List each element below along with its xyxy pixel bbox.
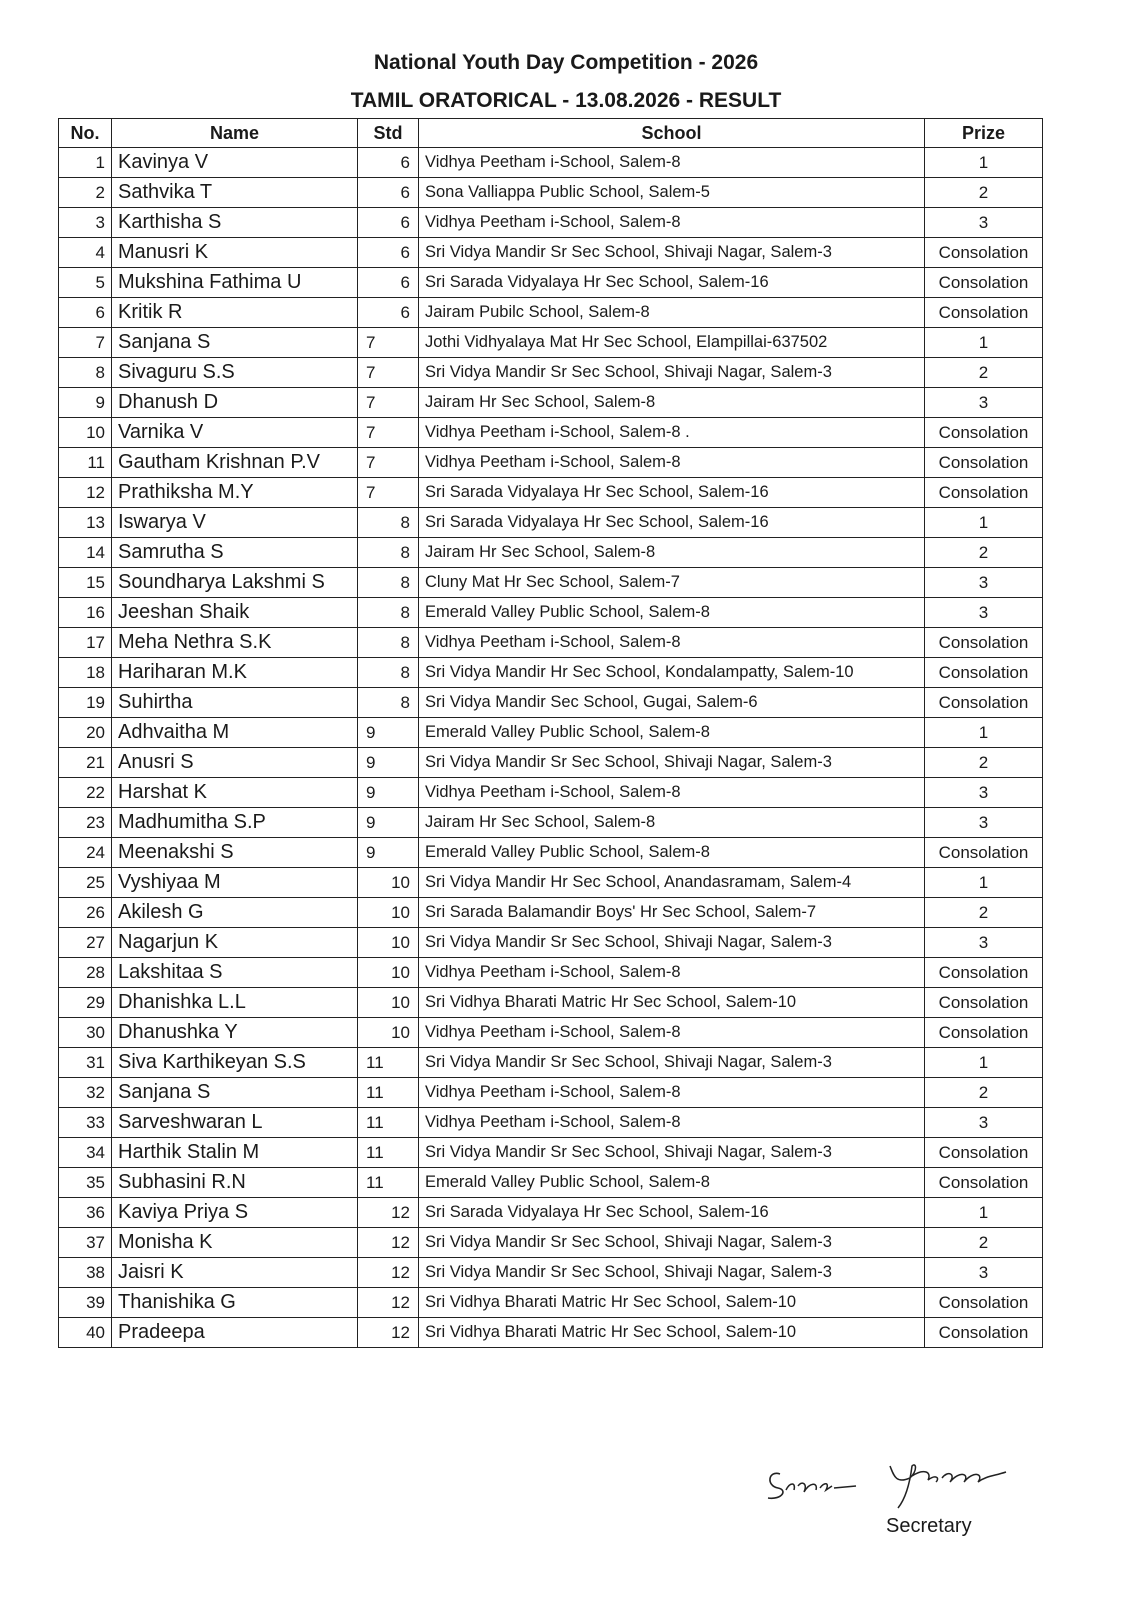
table-row xyxy=(59,388,1043,418)
school-name: Jairam Hr Sec School, Salem-8 xyxy=(419,388,925,418)
row-number: 26 xyxy=(59,898,112,928)
student-name: Kaviya Priya S xyxy=(112,1198,358,1228)
table-row xyxy=(59,808,1043,838)
school-name: Cluny Mat Hr Sec School, Salem-7 xyxy=(419,568,925,598)
student-name: Samrutha S xyxy=(112,538,358,568)
row-number: 39 xyxy=(59,1288,112,1318)
row-number: 12 xyxy=(59,478,112,508)
school-name: Sri Vidya Mandir Sec School, Gugai, Salem-6 xyxy=(419,688,925,718)
student-std: 9 xyxy=(358,838,419,868)
prize-value: 1 xyxy=(925,868,1043,898)
header-prize: Prize xyxy=(925,119,1043,148)
table-row xyxy=(59,268,1043,298)
school-name: Vidhya Peetham i-School, Salem-8 . xyxy=(419,418,925,448)
table-row xyxy=(59,568,1043,598)
prize-value: 1 xyxy=(925,718,1043,748)
prize-value: 1 xyxy=(925,508,1043,538)
school-name: Sri Vidya Mandir Sr Sec School, Shivaji Nagar, Salem-3 xyxy=(419,1258,925,1288)
prize-value: Consolation xyxy=(925,418,1043,448)
table-row xyxy=(59,838,1043,868)
table-row xyxy=(59,1288,1043,1318)
student-name: Thanishika G xyxy=(112,1288,358,1318)
table-row xyxy=(59,868,1043,898)
handwritten-signature-icon xyxy=(760,1452,1030,1512)
row-number: 8 xyxy=(59,358,112,388)
table-row xyxy=(59,688,1043,718)
prize-value: 2 xyxy=(925,1228,1043,1258)
table-row xyxy=(59,358,1043,388)
table-row xyxy=(59,1018,1043,1048)
school-name: Sri Sarada Vidyalaya Hr Sec School, Salem-16 xyxy=(419,508,925,538)
school-name: Sri Vidhya Bharati Matric Hr Sec School, Salem-10 xyxy=(419,1288,925,1318)
school-name: Vidhya Peetham i-School, Salem-8 xyxy=(419,148,925,178)
student-name: Monisha K xyxy=(112,1228,358,1258)
table-row xyxy=(59,208,1043,238)
prize-value: Consolation xyxy=(925,1318,1043,1348)
row-number: 23 xyxy=(59,808,112,838)
student-std: 7 xyxy=(358,478,419,508)
school-name: Vidhya Peetham i-School, Salem-8 xyxy=(419,1078,925,1108)
student-name: Harshat K xyxy=(112,778,358,808)
student-std: 6 xyxy=(358,298,419,328)
student-name: Sanjana S xyxy=(112,1078,358,1108)
student-name: Hariharan M.K xyxy=(112,658,358,688)
school-name: Vidhya Peetham i-School, Salem-8 xyxy=(419,448,925,478)
school-name: Sri Vidya Mandir Sr Sec School, Shivaji Nagar, Salem-3 xyxy=(419,1228,925,1258)
row-number: 7 xyxy=(59,328,112,358)
prize-value: 1 xyxy=(925,1048,1043,1078)
student-name: Vyshiyaa M xyxy=(112,868,358,898)
prize-value: Consolation xyxy=(925,1288,1043,1318)
student-std: 10 xyxy=(358,898,419,928)
row-number: 1 xyxy=(59,148,112,178)
header-no: No. xyxy=(59,119,112,148)
student-name: Siva Karthikeyan S.S xyxy=(112,1048,358,1078)
result-rows xyxy=(59,148,1043,1348)
student-name: Sanjana S xyxy=(112,328,358,358)
table-row xyxy=(59,628,1043,658)
row-number: 32 xyxy=(59,1078,112,1108)
table-row xyxy=(59,148,1043,178)
table-row xyxy=(59,778,1043,808)
row-number: 14 xyxy=(59,538,112,568)
row-number: 27 xyxy=(59,928,112,958)
student-name: Manusri K xyxy=(112,238,358,268)
student-std: 8 xyxy=(358,658,419,688)
student-name: Karthisha S xyxy=(112,208,358,238)
student-name: Lakshitaa S xyxy=(112,958,358,988)
student-std: 12 xyxy=(358,1318,419,1348)
row-number: 35 xyxy=(59,1168,112,1198)
student-std: 12 xyxy=(358,1228,419,1258)
row-number: 11 xyxy=(59,448,112,478)
school-name: Sri Sarada Vidyalaya Hr Sec School, Salem-16 xyxy=(419,268,925,298)
row-number: 18 xyxy=(59,658,112,688)
student-name: Dhanishka L.L xyxy=(112,988,358,1018)
prize-value: 3 xyxy=(925,928,1043,958)
row-number: 19 xyxy=(59,688,112,718)
student-std: 10 xyxy=(358,988,419,1018)
row-number: 29 xyxy=(59,988,112,1018)
row-number: 5 xyxy=(59,268,112,298)
prize-value: 1 xyxy=(925,328,1043,358)
row-number: 25 xyxy=(59,868,112,898)
table-row xyxy=(59,1168,1043,1198)
document-title: National Youth Day Competition - 2026 xyxy=(373,51,759,74)
student-std: 6 xyxy=(358,148,419,178)
school-name: Sri Vidya Mandir Hr Sec School, Anandasramam, Salem-4 xyxy=(419,868,925,898)
school-name: Jairam Hr Sec School, Salem-8 xyxy=(419,808,925,838)
row-number: 9 xyxy=(59,388,112,418)
student-name: Adhvaitha M xyxy=(112,718,358,748)
row-number: 40 xyxy=(59,1318,112,1348)
table-row xyxy=(59,988,1043,1018)
table-row xyxy=(59,1258,1043,1288)
school-name: Emerald Valley Public School, Salem-8 xyxy=(419,1168,925,1198)
school-name: Sri Vidhya Bharati Matric Hr Sec School, Salem-10 xyxy=(419,988,925,1018)
student-std: 7 xyxy=(358,448,419,478)
document-subtitle: TAMIL ORATORICAL - 13.08.2026 - RESULT xyxy=(350,89,782,112)
row-number: 34 xyxy=(59,1138,112,1168)
prize-value: 3 xyxy=(925,1258,1043,1288)
school-name: Vidhya Peetham i-School, Salem-8 xyxy=(419,778,925,808)
student-name: Sivaguru S.S xyxy=(112,358,358,388)
table-row xyxy=(59,1198,1043,1228)
student-name: Harthik Stalin M xyxy=(112,1138,358,1168)
prize-value: 2 xyxy=(925,538,1043,568)
school-name: Sri Vidya Mandir Sr Sec School, Shivaji Nagar, Salem-3 xyxy=(419,1138,925,1168)
student-std: 7 xyxy=(358,388,419,418)
header-row xyxy=(59,119,1043,148)
row-number: 33 xyxy=(59,1108,112,1138)
table-row xyxy=(59,748,1043,778)
student-std: 12 xyxy=(358,1258,419,1288)
student-name: Sathvika T xyxy=(112,178,358,208)
school-name: Sri Vidya Mandir Sr Sec School, Shivaji Nagar, Salem-3 xyxy=(419,238,925,268)
student-std: 9 xyxy=(358,748,419,778)
row-number: 31 xyxy=(59,1048,112,1078)
table-row xyxy=(59,928,1043,958)
table-row xyxy=(59,1108,1043,1138)
student-name: Prathiksha M.Y xyxy=(112,478,358,508)
prize-value: Consolation xyxy=(925,838,1043,868)
school-name: Sona Valliappa Public School, Salem-5 xyxy=(419,178,925,208)
school-name: Jothi Vidhyalaya Mat Hr Sec School, Elampillai-637502 xyxy=(419,328,925,358)
prize-value: 1 xyxy=(925,148,1043,178)
prize-value: 2 xyxy=(925,178,1043,208)
student-name: Madhumitha S.P xyxy=(112,808,358,838)
row-number: 28 xyxy=(59,958,112,988)
prize-value: 1 xyxy=(925,1198,1043,1228)
prize-value: Consolation xyxy=(925,688,1043,718)
student-std: 8 xyxy=(358,568,419,598)
school-name: Sri Sarada Balamandir Boys' Hr Sec School, Salem-7 xyxy=(419,898,925,928)
table-row xyxy=(59,238,1043,268)
prize-value: Consolation xyxy=(925,448,1043,478)
result-table xyxy=(58,118,1043,1348)
row-number: 13 xyxy=(59,508,112,538)
table-row xyxy=(59,898,1043,928)
table-row xyxy=(59,1228,1043,1258)
student-name: Subhasini R.N xyxy=(112,1168,358,1198)
school-name: Emerald Valley Public School, Salem-8 xyxy=(419,718,925,748)
row-number: 30 xyxy=(59,1018,112,1048)
student-std: 7 xyxy=(358,328,419,358)
student-std: 8 xyxy=(358,508,419,538)
student-name: Dhanush D xyxy=(112,388,358,418)
school-name: Sri Sarada Vidyalaya Hr Sec School, Salem-16 xyxy=(419,478,925,508)
student-name: Meenakshi S xyxy=(112,838,358,868)
prize-value: 3 xyxy=(925,808,1043,838)
row-number: 36 xyxy=(59,1198,112,1228)
row-number: 37 xyxy=(59,1228,112,1258)
prize-value: 2 xyxy=(925,1078,1043,1108)
school-name: Vidhya Peetham i-School, Salem-8 xyxy=(419,628,925,658)
student-std: 9 xyxy=(358,778,419,808)
prize-value: Consolation xyxy=(925,1018,1043,1048)
student-std: 9 xyxy=(358,808,419,838)
table-row xyxy=(59,1078,1043,1108)
prize-value: Consolation xyxy=(925,478,1043,508)
student-name: Mukshina Fathima U xyxy=(112,268,358,298)
row-number: 38 xyxy=(59,1258,112,1288)
student-std: 6 xyxy=(358,208,419,238)
prize-value: Consolation xyxy=(925,628,1043,658)
student-std: 9 xyxy=(358,718,419,748)
header-std: Std xyxy=(358,119,419,148)
table-row xyxy=(59,1318,1043,1348)
school-name: Sri Vidya Mandir Sr Sec School, Shivaji Nagar, Salem-3 xyxy=(419,1048,925,1078)
student-std: 6 xyxy=(358,178,419,208)
header-school: School xyxy=(419,119,925,148)
signatory-role: Secretary xyxy=(886,1515,972,1537)
row-number: 21 xyxy=(59,748,112,778)
school-name: Vidhya Peetham i-School, Salem-8 xyxy=(419,1018,925,1048)
prize-value: 2 xyxy=(925,898,1043,928)
prize-value: 2 xyxy=(925,358,1043,388)
prize-value: 2 xyxy=(925,748,1043,778)
student-name: Dhanushka Y xyxy=(112,1018,358,1048)
prize-value: 3 xyxy=(925,1108,1043,1138)
school-name: Jairam Hr Sec School, Salem-8 xyxy=(419,538,925,568)
school-name: Sri Vidya Mandir Sr Sec School, Shivaji Nagar, Salem-3 xyxy=(419,928,925,958)
student-name: Varnika V xyxy=(112,418,358,448)
school-name: Sri Vidya Mandir Sr Sec School, Shivaji Nagar, Salem-3 xyxy=(419,748,925,778)
row-number: 6 xyxy=(59,298,112,328)
school-name: Emerald Valley Public School, Salem-8 xyxy=(419,838,925,868)
student-name: Kavinya V xyxy=(112,148,358,178)
student-std: 11 xyxy=(358,1048,419,1078)
table-row xyxy=(59,178,1043,208)
table-row xyxy=(59,538,1043,568)
student-std: 12 xyxy=(358,1288,419,1318)
prize-value: Consolation xyxy=(925,958,1043,988)
student-std: 8 xyxy=(358,688,419,718)
school-name: Vidhya Peetham i-School, Salem-8 xyxy=(419,1108,925,1138)
student-name: Akilesh G xyxy=(112,898,358,928)
row-number: 16 xyxy=(59,598,112,628)
prize-value: 3 xyxy=(925,388,1043,418)
table-row xyxy=(59,1048,1043,1078)
student-std: 8 xyxy=(358,628,419,658)
row-number: 17 xyxy=(59,628,112,658)
school-name: Vidhya Peetham i-School, Salem-8 xyxy=(419,208,925,238)
student-std: 11 xyxy=(358,1138,419,1168)
table-row xyxy=(59,298,1043,328)
prize-value: Consolation xyxy=(925,658,1043,688)
prize-value: Consolation xyxy=(925,298,1043,328)
school-name: Jairam Pubilc School, Salem-8 xyxy=(419,298,925,328)
student-std: 8 xyxy=(358,538,419,568)
student-std: 6 xyxy=(358,238,419,268)
table-row xyxy=(59,598,1043,628)
table-row xyxy=(59,478,1043,508)
student-std: 10 xyxy=(358,868,419,898)
school-name: Emerald Valley Public School, Salem-8 xyxy=(419,598,925,628)
student-std: 7 xyxy=(358,418,419,448)
prize-value: Consolation xyxy=(925,1168,1043,1198)
prize-value: 3 xyxy=(925,208,1043,238)
table-row xyxy=(59,718,1043,748)
student-std: 12 xyxy=(358,1198,419,1228)
school-name: Sri Sarada Vidyalaya Hr Sec School, Salem-16 xyxy=(419,1198,925,1228)
row-number: 22 xyxy=(59,778,112,808)
prize-value: 3 xyxy=(925,598,1043,628)
student-name: Anusri S xyxy=(112,748,358,778)
row-number: 2 xyxy=(59,178,112,208)
student-name: Jeeshan Shaik xyxy=(112,598,358,628)
row-number: 3 xyxy=(59,208,112,238)
school-name: Sri Vidhya Bharati Matric Hr Sec School, Salem-10 xyxy=(419,1318,925,1348)
student-name: Nagarjun K xyxy=(112,928,358,958)
table-row xyxy=(59,328,1043,358)
row-number: 15 xyxy=(59,568,112,598)
table-row xyxy=(59,418,1043,448)
student-std: 11 xyxy=(358,1168,419,1198)
table-row xyxy=(59,958,1043,988)
row-number: 10 xyxy=(59,418,112,448)
student-std: 7 xyxy=(358,358,419,388)
table-row xyxy=(59,448,1043,478)
school-name: Vidhya Peetham i-School, Salem-8 xyxy=(419,958,925,988)
table-row xyxy=(59,1138,1043,1168)
student-std: 8 xyxy=(358,598,419,628)
prize-value: Consolation xyxy=(925,238,1043,268)
row-number: 4 xyxy=(59,238,112,268)
header-name: Name xyxy=(112,119,358,148)
school-name: Sri Vidya Mandir Sr Sec School, Shivaji Nagar, Salem-3 xyxy=(419,358,925,388)
student-std: 10 xyxy=(358,1018,419,1048)
student-name: Kritik R xyxy=(112,298,358,328)
table-row xyxy=(59,658,1043,688)
student-name: Iswarya V xyxy=(112,508,358,538)
student-std: 10 xyxy=(358,958,419,988)
student-name: Soundharya Lakshmi S xyxy=(112,568,358,598)
student-std: 6 xyxy=(358,268,419,298)
student-std: 10 xyxy=(358,928,419,958)
student-std: 11 xyxy=(358,1078,419,1108)
prize-value: Consolation xyxy=(925,988,1043,1018)
prize-value: 3 xyxy=(925,778,1043,808)
student-name: Suhirtha xyxy=(112,688,358,718)
school-name: Sri Vidya Mandir Hr Sec School, Kondalampatty, Salem-10 xyxy=(419,658,925,688)
student-std: 11 xyxy=(358,1108,419,1138)
student-name: Pradeepa xyxy=(112,1318,358,1348)
student-name: Meha Nethra S.K xyxy=(112,628,358,658)
student-name: Jaisri K xyxy=(112,1258,358,1288)
prize-value: Consolation xyxy=(925,1138,1043,1168)
prize-value: Consolation xyxy=(925,268,1043,298)
row-number: 24 xyxy=(59,838,112,868)
row-number: 20 xyxy=(59,718,112,748)
table-row xyxy=(59,508,1043,538)
student-name: Sarveshwaran L xyxy=(112,1108,358,1138)
prize-value: 3 xyxy=(925,568,1043,598)
student-name: Gautham Krishnan P.V xyxy=(112,448,358,478)
